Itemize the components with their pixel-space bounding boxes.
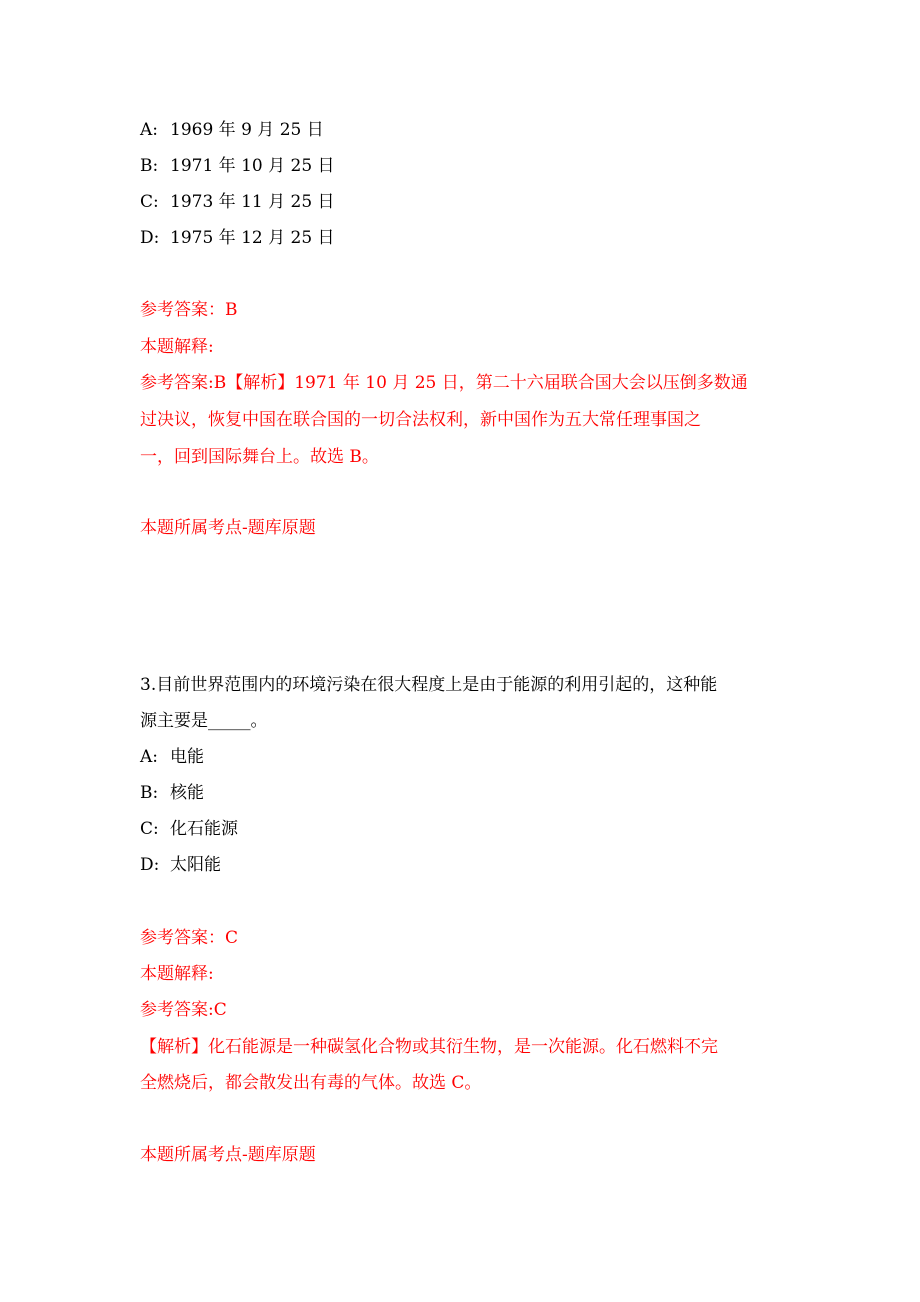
answer-line: 参考答案：C — [140, 928, 239, 948]
explanation-line: 过决议，恢复中国在联合国的一切合法权利，新中国作为五大常任理事国之 — [140, 410, 701, 430]
explanation-answer: 参考答案:C — [140, 1000, 227, 1020]
option-letter: C: — [140, 192, 159, 212]
option-d — [140, 228, 335, 248]
option-a — [140, 120, 324, 140]
question-stem: 3.目前世界范围内的环境污染在很大程度上是由于能源的利用引起的，这种能 — [140, 675, 718, 695]
explanation-line: 全燃烧后，都会散发出有毒的气体。故选 C。 — [140, 1073, 482, 1093]
option-text: 电能 — [170, 747, 204, 767]
option-letter: D: — [140, 228, 160, 248]
option-letter: D: — [140, 855, 160, 875]
explanation-heading: 本题解释: — [140, 337, 214, 357]
topic-line: 本题所属考点-题库原题 — [140, 1145, 316, 1165]
option-text: 核能 — [170, 783, 204, 803]
option-letter: B: — [140, 783, 159, 803]
option-letter: A: — [140, 747, 159, 767]
option-text: 化石能源 — [170, 819, 238, 839]
answer-line: 参考答案：B — [140, 300, 238, 320]
explanation-heading: 本题解释: — [140, 964, 214, 984]
topic-line: 本题所属考点-题库原题 — [140, 518, 316, 538]
option-text: 太阳能 — [170, 855, 221, 875]
explanation-line: 一，回到国际舞台上。故选 B。 — [140, 447, 379, 467]
option-text: 1969 年 9 月 25 日 — [170, 120, 324, 140]
option-a — [140, 747, 204, 767]
option-text: 1973 年 11 月 25 日 — [170, 192, 335, 212]
option-letter: B: — [140, 156, 159, 176]
explanation-line: 【解析】化石能源是一种碳氢化合物或其衍生物，是一次能源。化石燃料不完 — [140, 1037, 718, 1057]
explanation-line: 参考答案:B【解析】1971 年 10 月 25 日，第二十六届联合国大会以压倒多数通 — [140, 373, 748, 393]
option-letter: C: — [140, 819, 159, 839]
option-c — [140, 819, 238, 839]
question-stem: 源主要是_____。 — [140, 711, 268, 731]
option-b — [140, 783, 204, 803]
option-text: 1971 年 10 月 25 日 — [170, 156, 335, 176]
option-d — [140, 855, 221, 875]
option-text: 1975 年 12 月 25 日 — [170, 228, 335, 248]
option-letter: A: — [140, 120, 159, 140]
option-c — [140, 192, 335, 212]
option-b — [140, 156, 335, 176]
